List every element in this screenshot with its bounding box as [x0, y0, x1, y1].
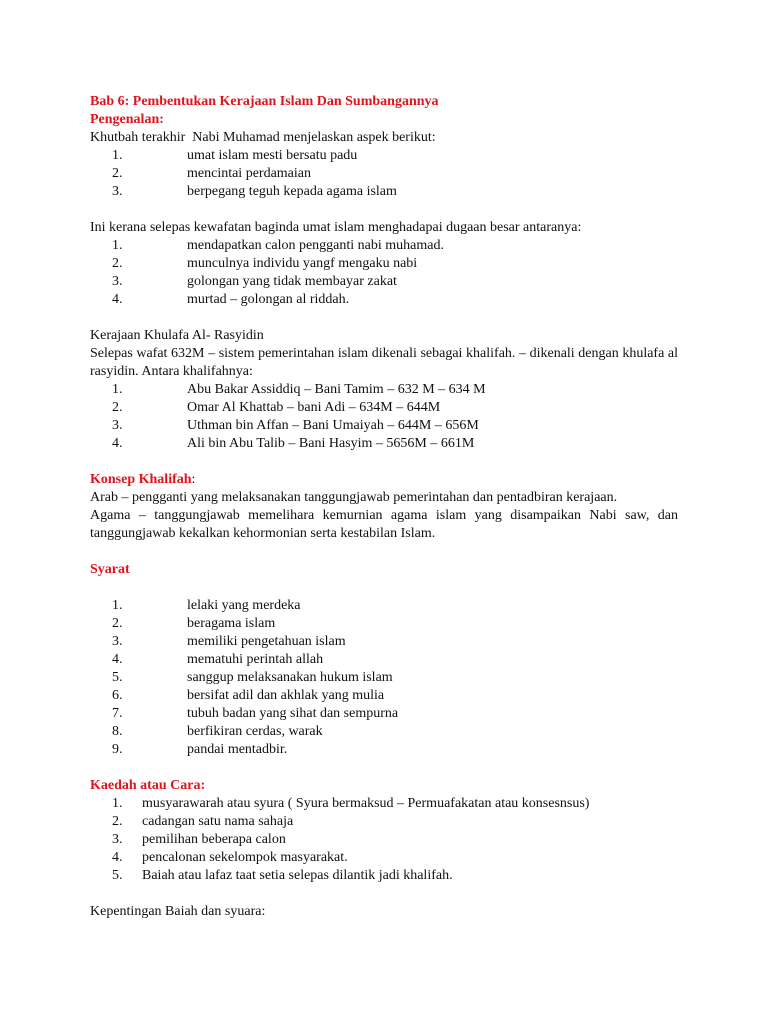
list-item-text: Omar Al Khattab – bani Adi – 634M – 644M	[187, 400, 441, 415]
list-item	[90, 669, 678, 687]
list-item-number: 1.	[112, 382, 123, 397]
pengenalan-heading: Pengenalan:	[90, 112, 164, 127]
list-item	[90, 813, 678, 831]
pengenalan-list	[90, 147, 678, 201]
list-item-text: pencalonan sekelompok masyarakat.	[142, 850, 348, 865]
list-item	[90, 741, 678, 759]
list-item	[90, 165, 678, 183]
list-item-number: 2.	[112, 814, 123, 829]
list-item	[90, 705, 678, 723]
khulafa-paragraph: Selepas wafat 632M – sistem pemerintahan islam dikenali sebagai khalifah. – dikenali dengan khulafa al rasyidin. Antara khalifahnya:	[90, 346, 678, 379]
list-item-number: 4.	[112, 436, 123, 451]
list-item-number: 8.	[112, 724, 123, 739]
kepentingan-heading: Kepentingan Baiah dan syuara:	[90, 904, 266, 919]
list-item	[90, 147, 678, 165]
list-item	[90, 633, 678, 651]
list-item	[90, 417, 678, 435]
list-item-number: 4.	[112, 850, 123, 865]
dugaan-intro: Ini kerana selepas kewafatan baginda umat islam menghadapai dugaan besar antaranya:	[90, 220, 582, 235]
list-item-number: 2.	[112, 400, 123, 415]
list-item	[90, 867, 678, 885]
list-item	[90, 183, 678, 201]
chapter-title: Bab 6: Pembentukan Kerajaan Islam Dan Sumbangannya	[90, 94, 439, 109]
list-item-text: mencintai perdamaian	[187, 166, 311, 181]
list-item	[90, 435, 678, 453]
list-item-text: bersifat adil dan akhlak yang mulia	[187, 688, 385, 703]
konsep-agama: Agama – tanggungjawab memelihara kemurnian agama islam yang disampaikan Nabi saw, dan tanggungjawab kekalkan kehormonian serta kestabilan Islam.	[90, 508, 678, 541]
list-item-text: pemilihan beberapa calon	[142, 832, 286, 847]
list-item	[90, 687, 678, 705]
list-item	[90, 723, 678, 741]
list-item-number: 4.	[112, 292, 123, 307]
list-item	[90, 651, 678, 669]
list-item-number: 5.	[112, 670, 123, 685]
list-item-number: 2.	[112, 256, 123, 271]
list-item-text: mematuhi perintah allah	[187, 652, 324, 667]
list-item-number: 2.	[112, 616, 123, 631]
list-item-text: golongan yang tidak membayar zakat	[187, 274, 397, 289]
list-item-text: pandai mentadbir.	[187, 742, 288, 757]
syarat-list	[90, 597, 678, 759]
list-item	[90, 255, 678, 273]
list-item-number: 3.	[112, 634, 123, 649]
khulafa-list	[90, 381, 678, 453]
list-item-number: 1.	[112, 148, 123, 163]
list-item	[90, 237, 678, 255]
kaedah-heading: Kaedah atau Cara:	[90, 778, 206, 793]
list-item-number: 3.	[112, 832, 123, 847]
list-item-text: berfikiran cerdas, warak	[187, 724, 323, 739]
list-item-text: musyarawarah atau syura ( Syura bermaksud – Permuafakatan atau konsesnsus)	[142, 796, 590, 811]
list-item-text: Abu Bakar Assiddiq – Bani Tamim – 632 M – 634 M	[187, 382, 486, 397]
list-item-number: 1.	[112, 598, 123, 613]
list-item-text: beragama islam	[187, 616, 276, 631]
kaedah-list	[90, 795, 678, 885]
list-item	[90, 831, 678, 849]
list-item-text: berpegang teguh kepada agama islam	[187, 184, 397, 199]
dugaan-list	[90, 237, 678, 309]
list-item-text: sanggup melaksanakan hukum islam	[187, 670, 393, 685]
list-item-number: 3.	[112, 418, 123, 433]
syarat-heading: Syarat	[90, 562, 130, 577]
list-item-text: cadangan satu nama sahaja	[142, 814, 294, 829]
list-item	[90, 381, 678, 399]
list-item-text: Uthman bin Affan – Bani Umaiyah – 644M – 656M	[187, 418, 479, 433]
list-item-text: tubuh badan yang sihat dan sempurna	[187, 706, 399, 721]
list-item	[90, 291, 678, 309]
list-item-number: 6.	[112, 688, 123, 703]
list-item-number: 1.	[112, 796, 123, 811]
konsep-arab: Arab – pengganti yang melaksanakan tanggungjawab pemerintahan dan pentadbiran kerajaan.	[90, 490, 618, 505]
konsep-heading-line	[90, 471, 678, 489]
list-item-text: murtad – golongan al riddah.	[187, 292, 350, 307]
list-item-number: 1.	[112, 238, 123, 253]
list-item-text: memiliki pengetahuan islam	[187, 634, 346, 649]
list-item-number: 4.	[112, 652, 123, 667]
list-item	[90, 849, 678, 867]
list-item	[90, 597, 678, 615]
list-item-number: 3.	[112, 274, 123, 289]
list-item-text: mendapatkan calon pengganti nabi muhamad.	[187, 238, 444, 253]
list-item-text: Baiah atau lafaz taat setia selepas dilantik jadi khalifah.	[142, 868, 453, 883]
list-item-text: lelaki yang merdeka	[187, 598, 301, 613]
list-item-text: umat islam mesti bersatu padu	[187, 148, 358, 163]
list-item	[90, 615, 678, 633]
list-item-text: munculnya individu yangf mengaku nabi	[187, 256, 418, 271]
list-item-number: 3.	[112, 184, 123, 199]
list-item	[90, 273, 678, 291]
list-item	[90, 399, 678, 417]
list-item-number: 7.	[112, 706, 123, 721]
list-item	[90, 795, 678, 813]
pengenalan-intro: Khutbah terakhir Nabi Muhamad menjelaskan aspek berikut:	[90, 130, 436, 145]
list-item-number: 5.	[112, 868, 123, 883]
khulafa-heading: Kerajaan Khulafa Al- Rasyidin	[90, 328, 264, 343]
document-page	[90, 93, 678, 921]
list-item-text: Ali bin Abu Talib – Bani Hasyim – 5656M – 661M	[187, 436, 475, 451]
list-item-number: 2.	[112, 166, 123, 181]
list-item-number: 9.	[112, 742, 123, 757]
konsep-heading: Konsep Khalifah	[90, 472, 192, 487]
konsep-colon: :	[191, 472, 196, 487]
